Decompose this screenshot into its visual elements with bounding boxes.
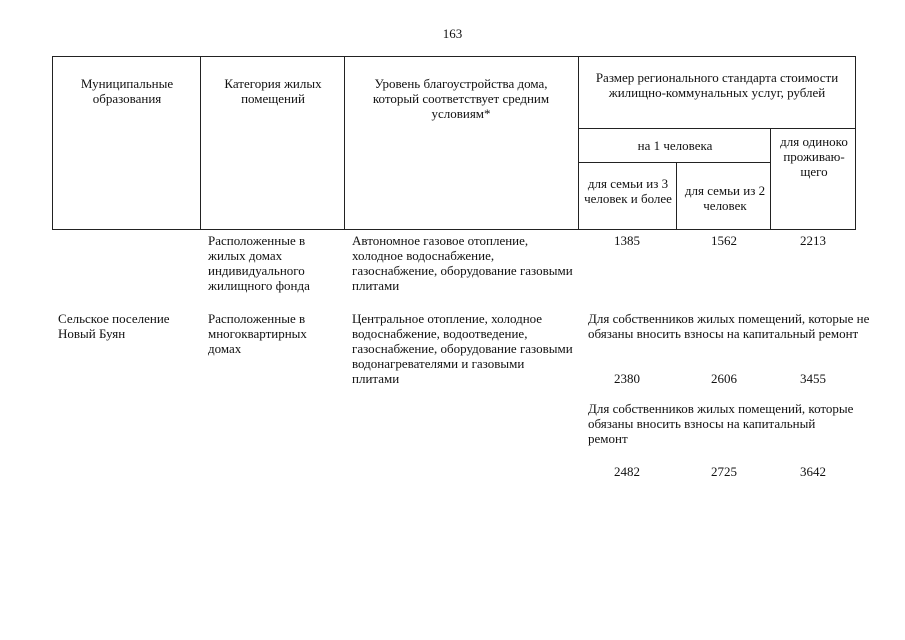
header-bottom-border [52, 229, 856, 230]
row1-amenity: Автономное газовое отопление, холодное водоснабжение, газоснабжение, оборудование газовыми плитами [352, 233, 573, 293]
row1-single: 2213 [800, 233, 826, 248]
row2-values1-family-3: 2380 [614, 371, 640, 386]
row2-values2-single: 3642 [800, 464, 826, 479]
row2-municipality: Сельское поселение Новый Буян [58, 311, 170, 341]
header-family-3: для семьи из 3 человек и более [584, 176, 672, 206]
row1-family-3: 1385 [614, 233, 640, 248]
row2-values2-family-3: 2482 [614, 464, 640, 479]
row2-note-2: Для собственников жилых помещений, которые обязаны вносить взносы на капитальный ремонт [588, 401, 854, 446]
header-divider-2 [344, 56, 345, 230]
header-right-border [855, 56, 856, 230]
header-category: Категория жилых помещений [224, 76, 322, 106]
header-divider-5 [676, 162, 677, 230]
row2-values2-family-2: 2725 [711, 464, 737, 479]
row2-values1-single: 3455 [800, 371, 826, 386]
header-top-border [52, 56, 856, 57]
page-number: 163 [442, 26, 463, 41]
header-municipality: Муниципальные образования [80, 76, 174, 106]
header-sub-line-2 [578, 162, 771, 163]
row2-category: Расположенные в многоквартирных домах [208, 311, 307, 356]
row1-category: Расположенные в жилых домах индивидуального жилищного фонда [208, 233, 310, 293]
header-per-person: на 1 человека [637, 138, 713, 153]
header-divider-1 [200, 56, 201, 230]
header-divider-4 [770, 128, 771, 230]
header-single: для одиноко проживаю-щего [780, 134, 848, 179]
header-amenity-level: Уровень благоустройства дома, который соответствует средним условиям* [372, 76, 550, 121]
row2-amenity: Центральное отопление, холодное водоснабжение, водоотведение, газоснабжение, оборудование газовыми водонагревателями и газовыми плитами [352, 311, 573, 386]
header-family-2: для семьи из 2 человек [684, 183, 766, 213]
header-standard-size: Размер регионального стандарта стоимости жилищно-коммунальных услуг, рублей [595, 70, 839, 100]
row2-values1-family-2: 2606 [711, 371, 737, 386]
header-left-border [52, 56, 53, 230]
row2-note-1: Для собственников жилых помещений, которые не обязаны вносить взносы на капитальный ремонт [588, 311, 870, 341]
header-sub-line-1 [578, 128, 856, 129]
row1-family-2: 1562 [711, 233, 737, 248]
header-divider-3 [578, 56, 579, 230]
